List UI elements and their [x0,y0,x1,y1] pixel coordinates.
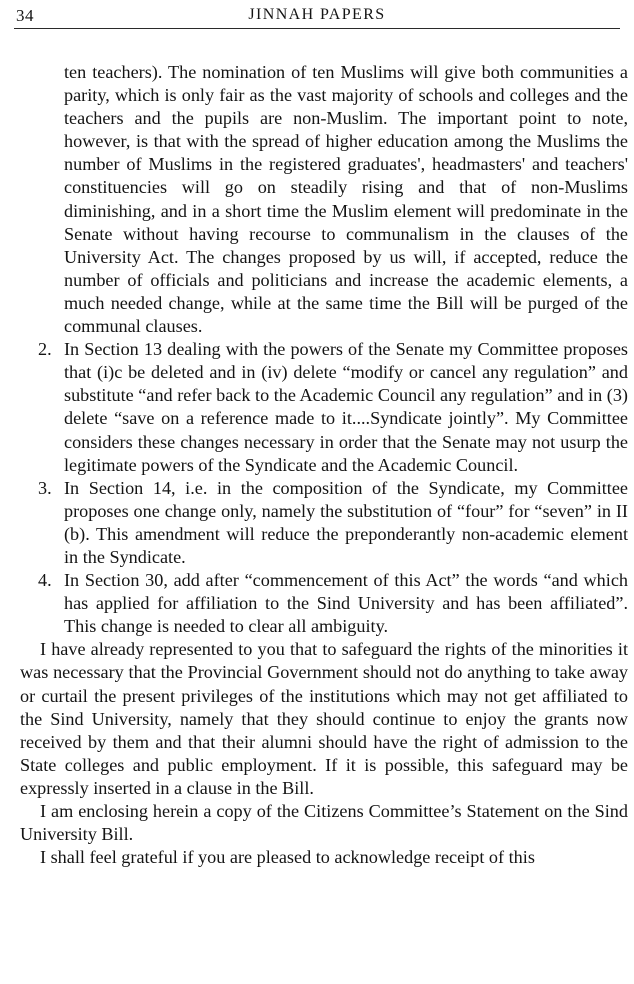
amendment-list [20,338,628,638]
paragraph-safeguard: I have already represented to you that to safeguard the rights of the minorities it was necessary that the Provincial Government should not do anything to take away or curtail the present privileges of the institutions which may not get affiliated to the Sind University, namely that they should continue to enjoy the grants now received by them and that their alumni should have the right of admission to the State colleges and public employment. If it is possible, this safeguard may be expressly inserted in a clause in the Bill. [20,639,628,798]
page-number: 34 [16,6,34,25]
paragraph-enclosure: I am enclosing herein a copy of the Citizens Committee’s Statement on the Sind University Bill. [20,801,628,845]
list-item-number: 4. [38,570,52,591]
body-text [20,61,628,869]
list-item [20,477,628,569]
continuation-paragraph: ten teachers). The nomination of ten Muslims will give both communities a parity, which is only fair as the vast majority of schools and colleges and the teachers and the pupils are non-Muslim. The important point to note, however, is that with the spread of higher education among the Muslims the number of Muslims in the registered graduates', headmasters' and teachers' constituencies will go on steadily rising and that of non-Muslims diminishing, and in a short time the Muslim element will predominate in the Senate without having recourse to communalism in the clauses of the University Act. The changes proposed by us will, if accepted, reduce the number of officials and politicians and increase the academic elements, a much needed change, while at the same time the Bill will be purged of the communal clauses. [64,62,628,337]
paragraph-acknowledge: I shall feel grateful if you are pleased to acknowledge receipt of this [40,847,535,868]
list-item-number: 2. [38,339,52,360]
running-head: JINNAH PAPERS [248,6,386,23]
list-item-text: In Section 30, add after “commencement of this Act” the words “and which has applied for affiliation to the Sind University and has been affiliated”. This change is needed to clear all ambiguity. [64,570,628,637]
list-item [20,569,628,638]
list-item-text: In Section 13 dealing with the powers of the Senate my Committee proposes that (i)c be deleted and in (iv) delete “modify or cancel any regulation” and substitute “and refer back to the Academic Council any regulation” and in (3) delete “save on a reference made to it....Syndicate jointly”. My Committee considers these changes necessary in order that the Senate may not usurp the legitimate powers of the Syndicate and the Academic Council. [64,339,628,475]
list-item [20,338,628,477]
list-item-text: In Section 14, i.e. in the composition of the Syndicate, my Committee proposes one change only, namely the substitution of “four” for “seven” in II (b). This amendment will reduce the preponderantly non-academic element in the Syndicate. [64,477,628,567]
list-item-number: 3. [38,477,52,498]
header-rule [14,28,620,29]
